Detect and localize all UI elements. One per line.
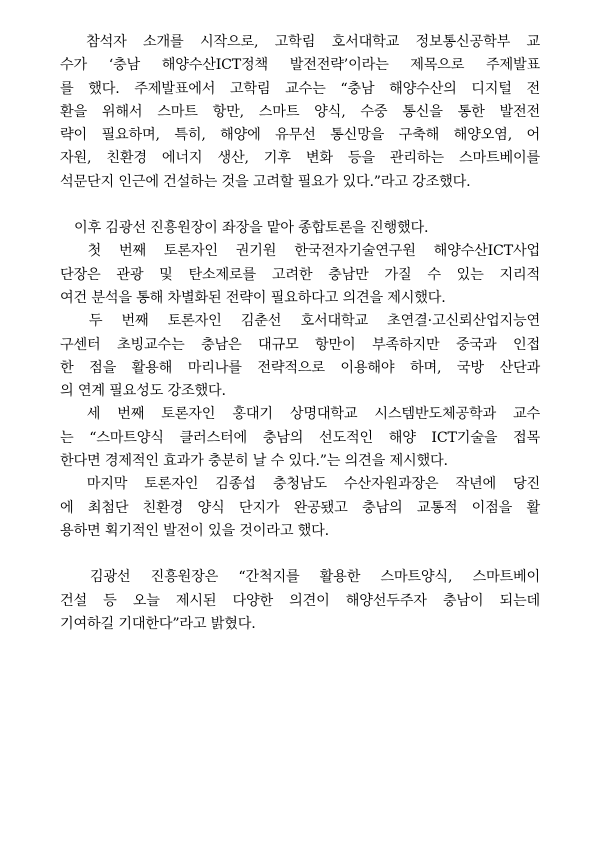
text-line: 건설 등 오늘 제시된 다양한 의견이 해양선두주자 충남이 되는데 xyxy=(60,592,540,609)
document-body xyxy=(60,31,540,636)
paragraph-keynote xyxy=(60,31,540,194)
text-line: 의 연계 필요성도 강조했다. xyxy=(60,383,226,400)
text-line: 김광선 진흥원장은 “간척지를 활용한 스마트양식, 스마트베이 xyxy=(60,569,540,586)
text-line: 는 “스마트양식 클러스터에 충남의 선도적인 해양 ICT기술을 접목 xyxy=(60,429,540,446)
text-line: 세 번째 토론자인 홍대기 상명대학교 시스템반도체공학과 교수 xyxy=(60,406,540,423)
paragraph-gap xyxy=(60,543,540,566)
text-line: 한 점을 활용해 마리나를 전략적으로 이용해야 하며, 국방 산단과 xyxy=(60,359,540,376)
text-line: 마지막 토론자인 김종섭 충청남도 수산자원과장은 작년에 당진 xyxy=(60,476,540,493)
text-line: 첫 번째 토론자인 권기원 한국전자기술연구원 해양수산ICT사업 xyxy=(60,243,540,260)
text-line: 한다면 경제적인 효과가 충분히 날 수 있다.”는 의견을 제시했다. xyxy=(60,453,448,470)
text-line: 석문단지 인근에 건설하는 것을 고려할 필요가 있다.”라고 강조했다. xyxy=(60,173,471,190)
paragraph-discussion xyxy=(60,217,540,543)
text-line: 두 번째 토론자인 김춘선 호서대학교 초연결·고신뢰산업지능연 xyxy=(60,313,540,330)
text-line: 참석자 소개를 시작으로, 고학림 호서대학교 정보통신공학부 교 xyxy=(60,34,540,50)
text-line: 를 했다. 주제발표에서 고학림 교수는 “충남 해양수산의 디지털 전 xyxy=(60,80,540,97)
text-line: 략이 필요하며, 특히, 해양에 유무선 통신망을 구축해 해양오염, 어 xyxy=(60,127,540,144)
text-line: 수가 ‘충남 해양수산ICT정책 발전전략’이라는 제목으로 주제발표 xyxy=(60,57,540,74)
text-line: 여건 분석을 통해 차별화된 전략이 필요하다고 의견을 제시했다. xyxy=(60,289,446,306)
text-line: 기여하길 기대한다”라고 밝혔다. xyxy=(60,615,256,632)
text-line: 에 최첨단 친환경 양식 단지가 완공됐고 충남의 교통적 이점을 활 xyxy=(60,499,540,516)
text-line: 환을 위해서 스마트 항만, 스마트 양식, 수중 통신을 통한 발전전 xyxy=(60,103,540,120)
text-line: 단장은 관광 및 탄소제로를 고려한 충남만 가질 수 있는 지리적 xyxy=(60,266,540,283)
text-line: 구센터 초빙교수는 충남은 대규모 항만이 부족하지만 중국과 인접 xyxy=(60,336,540,353)
text-line: 자원, 친환경 에너지 생산, 기후 변화 등을 관리하는 스마트베이를 xyxy=(60,150,540,167)
text-line: 이후 김광선 진흥원장이 좌장을 맡아 종합토론을 진행했다. xyxy=(60,220,429,237)
paragraph-gap xyxy=(60,194,540,217)
text-line: 용하면 획기적인 발전이 있을 것이라고 했다. xyxy=(60,522,329,539)
paragraph-closing xyxy=(60,566,540,636)
